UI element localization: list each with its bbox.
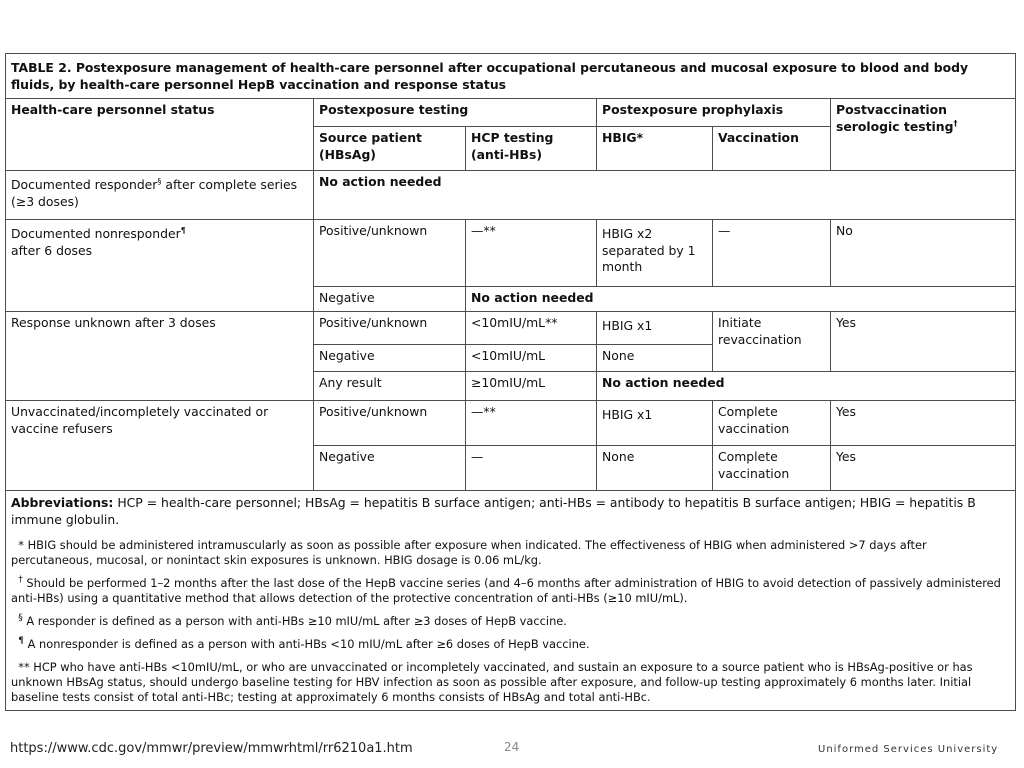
- status-text: Documented nonresponder: [11, 226, 181, 241]
- source-cell: Negative: [314, 446, 466, 491]
- table-row: [6, 220, 1016, 287]
- footnote-mark: **: [18, 660, 30, 674]
- header-hcp-testing: HCP testing (anti-HBs): [466, 127, 597, 171]
- table-caption: TABLE 2. Postexposure management of health-care personnel after occupational percutaneous and mucosal exposure to blood and body fluids, by health-care personnel HepB vaccination and response status: [6, 54, 1016, 99]
- footnote-mark: §: [18, 613, 23, 624]
- source-cell: Any result: [314, 372, 466, 401]
- status-text: after 6 doses: [11, 242, 93, 258]
- pilcrow-mark: ¶: [180, 225, 186, 235]
- vaccination-cell: Complete vaccination: [713, 401, 831, 446]
- status-cell: [6, 220, 314, 312]
- footnote-hbig: [11, 538, 1010, 568]
- organization-name: Uniformed Services University: [818, 744, 999, 755]
- footnote-mark: *: [18, 538, 24, 552]
- hbig-cell: None: [597, 446, 713, 491]
- vaccination-cell: Initiate revaccination: [713, 312, 831, 372]
- source-cell: Positive/unknown: [314, 220, 466, 287]
- serologic-cell: Yes: [831, 446, 1016, 491]
- caption-row: [6, 54, 1016, 99]
- dagger-mark: †: [953, 118, 958, 128]
- hcp-cell: ≥10mIU/mL: [466, 372, 597, 401]
- abbreviations-label: Abbreviations:: [11, 495, 114, 510]
- section-mark: §: [157, 176, 162, 186]
- serologic-cell: No: [831, 220, 1016, 287]
- hcp-cell: <10mIU/mL: [466, 345, 597, 372]
- hbig-cell: HBIG x1: [597, 312, 713, 345]
- source-url-link[interactable]: https://www.cdc.gov/mmwr/preview/mmwrhtml/rr6210a1.htm: [10, 741, 413, 756]
- header-serologic: [831, 99, 1016, 171]
- table-row: [6, 401, 1016, 446]
- footnote-text: HCP who have anti-HBs <10mIU/mL, or who are unvaccinated or incompletely vaccinated, and sustain an exposure to a source patient who is HBsAg-positive or has unknown HBsAg status, should undergo baseline testing for HBV infection as soon as possible after exposure, and follow-up testing approximately 6 months later. Initial baseline tests consist of total anti-HBc; testing at approximately 6 months consists of HBsAg and total anti-HBc.: [11, 660, 973, 704]
- header-row-1: [6, 99, 1016, 127]
- hbig-cell: HBIG x2 separated by 1 month: [597, 220, 713, 287]
- status-cell: Unvaccinated/incompletely vaccinated or vaccine refusers: [6, 401, 314, 491]
- hbig-cell: HBIG x1: [597, 401, 713, 446]
- footnote-serologic: [11, 576, 1010, 606]
- table-row: [6, 171, 1016, 220]
- footnotes-row: [6, 491, 1016, 711]
- abbreviations: [11, 495, 1010, 528]
- hcp-cell: —: [466, 446, 597, 491]
- table-row: [6, 312, 1016, 345]
- footnote-text: HBIG should be administered intramuscularly as soon as possible after exposure when indicated. The effectiveness of HBIG when administered >7 days after percutaneous, mucosal, or nonintact skin exposures is unknown. HBIG dosage is 0.06 mL/kg.: [11, 538, 927, 567]
- hcp-cell: —**: [466, 220, 597, 287]
- status-cell: [6, 171, 314, 220]
- footnote-text: A nonresponder is defined as a person with anti-HBs <10 mIU/mL after ≥6 doses of HepB vaccine.: [23, 637, 590, 651]
- header-vaccination: Vaccination: [713, 127, 831, 171]
- footnote-text: Should be performed 1–2 months after the last dose of the HepB vaccine series (and 4–6 months after administration of HBIG to avoid detection of passively administered anti-HBs) using a quantitative method that allows detection of the protective concentration of anti-HBs (≥10 mIU/mL).: [11, 576, 1001, 605]
- vaccination-cell: Complete vaccination: [713, 446, 831, 491]
- postexposure-table: [5, 53, 1016, 711]
- serologic-cell: Yes: [831, 312, 1016, 372]
- footnote-baseline-testing: [11, 660, 1010, 705]
- footnote-text: A responder is defined as a person with anti-HBs ≥10 mIU/mL after ≥3 doses of HepB vaccine.: [22, 614, 567, 628]
- footnotes: [6, 491, 1016, 711]
- source-cell: Positive/unknown: [314, 401, 466, 446]
- source-cell: Positive/unknown: [314, 312, 466, 345]
- hbig-cell: None: [597, 345, 713, 372]
- header-status: Health-care personnel status: [6, 99, 314, 171]
- footnote-nonresponder: [11, 637, 1010, 652]
- footnote-mark: †: [18, 575, 23, 586]
- source-cell: Negative: [314, 345, 466, 372]
- header-source-patient: Source patient (HBsAg): [314, 127, 466, 171]
- abbreviations-text: HCP = health-care personnel; HBsAg = hepatitis B surface antigen; anti-HBs = antibody to hepatitis B surface antigen; HBIG = hepatitis B immune globulin.: [11, 495, 976, 527]
- hcp-cell: <10mIU/mL**: [466, 312, 597, 345]
- vaccination-cell: —: [713, 220, 831, 287]
- no-action-cell: No action needed: [314, 171, 1016, 220]
- no-action-cell: No action needed: [466, 287, 1016, 312]
- status-text: Documented responder: [11, 177, 158, 192]
- header-prophylaxis: Postexposure prophylaxis: [597, 99, 831, 127]
- header-testing: Postexposure testing: [314, 99, 597, 127]
- footnote-responder: [11, 614, 1010, 629]
- header-hbig: HBIG*: [597, 127, 713, 171]
- no-action-cell: No action needed: [597, 372, 1016, 401]
- footnote-mark: ¶: [18, 636, 24, 647]
- status-cell: Response unknown after 3 doses: [6, 312, 314, 401]
- page-number: 24: [504, 740, 520, 754]
- header-serologic-text: Postvaccination serologic testing: [836, 102, 954, 134]
- source-cell: Negative: [314, 287, 466, 312]
- hcp-cell: —**: [466, 401, 597, 446]
- status-text: after complete series (≥3 doses): [11, 177, 298, 209]
- serologic-cell: Yes: [831, 401, 1016, 446]
